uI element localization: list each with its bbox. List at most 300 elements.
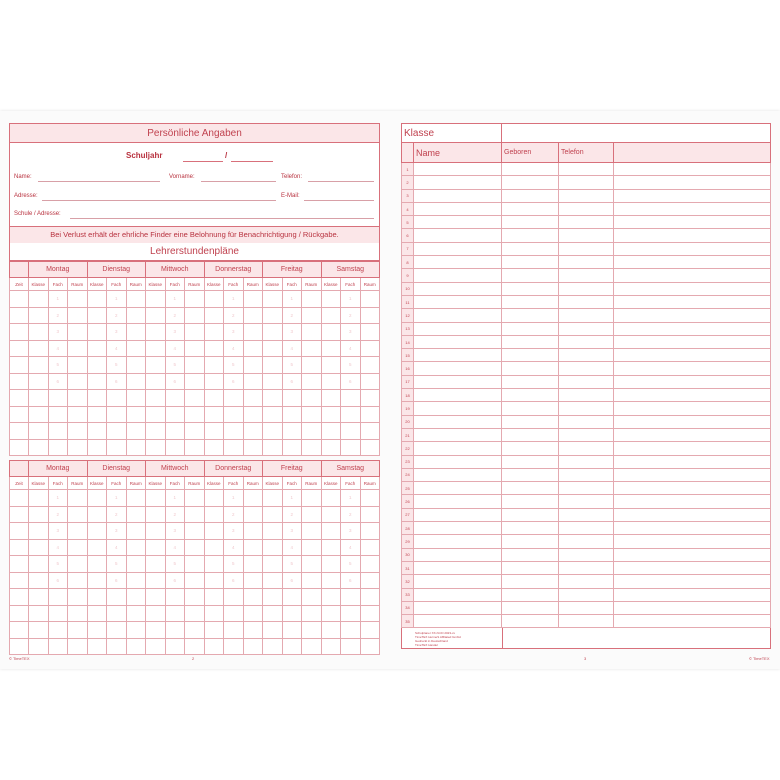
birthdate-cell[interactable] (502, 495, 559, 508)
hour-cell[interactable] (107, 605, 127, 622)
entry-cell[interactable] (68, 390, 88, 407)
hour-cell[interactable]: 2 (48, 307, 68, 324)
entry-cell[interactable] (29, 307, 49, 324)
entry-cell[interactable] (243, 523, 263, 540)
schule-field[interactable] (70, 218, 374, 219)
time-cell[interactable] (10, 589, 29, 606)
birthdate-cell[interactable] (502, 189, 559, 202)
hour-cell[interactable]: 6 (165, 373, 185, 390)
hour-cell[interactable] (341, 605, 361, 622)
notes-cell[interactable] (614, 415, 771, 428)
entry-cell[interactable] (360, 622, 380, 639)
entry-cell[interactable] (68, 324, 88, 341)
entry-cell[interactable] (185, 340, 205, 357)
hour-cell[interactable]: 5 (224, 357, 244, 374)
phone-cell[interactable] (559, 588, 614, 601)
hour-cell[interactable]: 2 (165, 506, 185, 523)
entry-cell[interactable] (263, 539, 283, 556)
phone-cell[interactable] (559, 295, 614, 308)
entry-cell[interactable] (146, 523, 166, 540)
student-name-cell[interactable] (414, 349, 502, 362)
birthdate-cell[interactable] (502, 588, 559, 601)
entry-cell[interactable] (68, 589, 88, 606)
notes-cell[interactable] (614, 455, 771, 468)
hour-cell[interactable] (282, 622, 302, 639)
entry-cell[interactable] (87, 357, 107, 374)
entry-cell[interactable] (29, 291, 49, 308)
entry-cell[interactable] (360, 373, 380, 390)
birthdate-cell[interactable] (502, 256, 559, 269)
notes-cell[interactable] (614, 522, 771, 535)
entry-cell[interactable] (302, 373, 322, 390)
entry-cell[interactable] (263, 490, 283, 507)
student-name-cell[interactable] (414, 455, 502, 468)
entry-cell[interactable] (185, 506, 205, 523)
hour-cell[interactable]: 1 (48, 291, 68, 308)
hour-cell[interactable]: 1 (224, 291, 244, 308)
hour-cell[interactable] (165, 390, 185, 407)
entry-cell[interactable] (146, 589, 166, 606)
time-cell[interactable] (10, 539, 29, 556)
hour-cell[interactable]: 6 (224, 572, 244, 589)
entry-cell[interactable] (29, 490, 49, 507)
time-cell[interactable] (10, 605, 29, 622)
entry-cell[interactable] (263, 406, 283, 423)
entry-cell[interactable] (204, 572, 224, 589)
student-name-cell[interactable] (414, 229, 502, 242)
phone-cell[interactable] (559, 561, 614, 574)
entry-cell[interactable] (146, 638, 166, 655)
student-name-cell[interactable] (414, 335, 502, 348)
entry-cell[interactable] (29, 523, 49, 540)
entry-cell[interactable] (204, 390, 224, 407)
entry-cell[interactable] (263, 589, 283, 606)
phone-cell[interactable] (559, 322, 614, 335)
hour-cell[interactable] (48, 406, 68, 423)
entry-cell[interactable] (126, 539, 146, 556)
phone-cell[interactable] (559, 495, 614, 508)
entry-cell[interactable] (29, 556, 49, 573)
entry-cell[interactable] (126, 406, 146, 423)
entry-cell[interactable] (263, 638, 283, 655)
entry-cell[interactable] (68, 357, 88, 374)
entry-cell[interactable] (263, 622, 283, 639)
hour-cell[interactable] (165, 605, 185, 622)
entry-cell[interactable] (243, 340, 263, 357)
phone-cell[interactable] (559, 468, 614, 481)
entry-cell[interactable] (29, 622, 49, 639)
entry-cell[interactable] (204, 622, 224, 639)
entry-cell[interactable] (146, 406, 166, 423)
student-name-cell[interactable] (414, 601, 502, 614)
phone-cell[interactable] (559, 216, 614, 229)
student-name-cell[interactable] (414, 269, 502, 282)
hour-cell[interactable] (282, 423, 302, 440)
entry-cell[interactable] (263, 373, 283, 390)
student-name-cell[interactable] (414, 535, 502, 548)
entry-cell[interactable] (68, 291, 88, 308)
birthdate-cell[interactable] (502, 575, 559, 588)
entry-cell[interactable] (204, 406, 224, 423)
birthdate-cell[interactable] (502, 468, 559, 481)
entry-cell[interactable] (146, 357, 166, 374)
entry-cell[interactable] (126, 439, 146, 456)
entry-cell[interactable] (87, 556, 107, 573)
entry-cell[interactable] (68, 556, 88, 573)
notes-cell[interactable] (614, 163, 771, 176)
student-name-cell[interactable] (414, 189, 502, 202)
birthdate-cell[interactable] (502, 389, 559, 402)
entry-cell[interactable] (321, 373, 341, 390)
entry-cell[interactable] (68, 439, 88, 456)
notes-cell[interactable] (614, 601, 771, 614)
birthdate-cell[interactable] (502, 242, 559, 255)
hour-cell[interactable] (48, 605, 68, 622)
entry-cell[interactable] (302, 589, 322, 606)
entry-cell[interactable] (29, 638, 49, 655)
entry-cell[interactable] (87, 523, 107, 540)
hour-cell[interactable]: 3 (48, 523, 68, 540)
notes-cell[interactable] (614, 389, 771, 402)
phone-cell[interactable] (559, 189, 614, 202)
entry-cell[interactable] (185, 490, 205, 507)
klasse-field[interactable] (502, 124, 771, 143)
entry-cell[interactable] (68, 622, 88, 639)
hour-cell[interactable] (165, 622, 185, 639)
hour-cell[interactable] (341, 423, 361, 440)
entry-cell[interactable] (263, 523, 283, 540)
notes-cell[interactable] (614, 482, 771, 495)
entry-cell[interactable] (68, 523, 88, 540)
entry-cell[interactable] (204, 357, 224, 374)
student-name-cell[interactable] (414, 522, 502, 535)
entry-cell[interactable] (302, 423, 322, 440)
entry-cell[interactable] (29, 340, 49, 357)
time-cell[interactable] (10, 622, 29, 639)
entry-cell[interactable] (87, 373, 107, 390)
entry-cell[interactable] (87, 390, 107, 407)
birthdate-cell[interactable] (502, 216, 559, 229)
student-name-cell[interactable] (414, 495, 502, 508)
notes-cell[interactable] (614, 269, 771, 282)
hour-cell[interactable] (107, 589, 127, 606)
entry-cell[interactable] (185, 572, 205, 589)
entry-cell[interactable] (302, 406, 322, 423)
student-name-cell[interactable] (414, 482, 502, 495)
hour-cell[interactable] (107, 406, 127, 423)
entry-cell[interactable] (185, 439, 205, 456)
entry-cell[interactable] (204, 539, 224, 556)
phone-cell[interactable] (559, 442, 614, 455)
entry-cell[interactable] (29, 539, 49, 556)
entry-cell[interactable] (243, 406, 263, 423)
hour-cell[interactable] (224, 622, 244, 639)
phone-cell[interactable] (559, 535, 614, 548)
hour-cell[interactable] (48, 589, 68, 606)
entry-cell[interactable] (68, 490, 88, 507)
entry-cell[interactable] (263, 307, 283, 324)
entry-cell[interactable] (68, 373, 88, 390)
schuljahr-end-field[interactable] (231, 161, 273, 162)
time-cell[interactable] (10, 638, 29, 655)
entry-cell[interactable] (360, 406, 380, 423)
student-name-cell[interactable] (414, 508, 502, 521)
entry-cell[interactable] (146, 622, 166, 639)
notes-cell[interactable] (614, 309, 771, 322)
birthdate-cell[interactable] (502, 561, 559, 574)
entry-cell[interactable] (185, 307, 205, 324)
entry-cell[interactable] (204, 589, 224, 606)
entry-cell[interactable] (146, 340, 166, 357)
entry-cell[interactable] (263, 556, 283, 573)
entry-cell[interactable] (146, 605, 166, 622)
time-cell[interactable] (10, 423, 29, 440)
time-cell[interactable] (10, 506, 29, 523)
hour-cell[interactable]: 4 (107, 340, 127, 357)
student-name-cell[interactable] (414, 176, 502, 189)
entry-cell[interactable] (126, 589, 146, 606)
student-name-cell[interactable] (414, 242, 502, 255)
student-name-cell[interactable] (414, 548, 502, 561)
notes-cell[interactable] (614, 282, 771, 295)
entry-cell[interactable] (321, 556, 341, 573)
hour-cell[interactable]: 5 (282, 357, 302, 374)
entry-cell[interactable] (185, 373, 205, 390)
hour-cell[interactable] (48, 439, 68, 456)
notes-cell[interactable] (614, 242, 771, 255)
entry-cell[interactable] (302, 291, 322, 308)
hour-cell[interactable]: 5 (107, 556, 127, 573)
entry-cell[interactable] (87, 490, 107, 507)
name-field[interactable] (38, 181, 160, 182)
entry-cell[interactable] (263, 506, 283, 523)
entry-cell[interactable] (185, 539, 205, 556)
birthdate-cell[interactable] (502, 455, 559, 468)
phone-cell[interactable] (559, 508, 614, 521)
birthdate-cell[interactable] (502, 482, 559, 495)
notes-cell[interactable] (614, 335, 771, 348)
entry-cell[interactable] (68, 340, 88, 357)
entry-cell[interactable] (29, 373, 49, 390)
hour-cell[interactable]: 5 (165, 556, 185, 573)
hour-cell[interactable] (282, 390, 302, 407)
entry-cell[interactable] (321, 340, 341, 357)
entry-cell[interactable] (146, 572, 166, 589)
hour-cell[interactable]: 2 (165, 307, 185, 324)
hour-cell[interactable]: 4 (107, 539, 127, 556)
entry-cell[interactable] (68, 605, 88, 622)
entry-cell[interactable] (185, 406, 205, 423)
hour-cell[interactable]: 1 (107, 291, 127, 308)
hour-cell[interactable] (48, 622, 68, 639)
entry-cell[interactable] (243, 307, 263, 324)
time-cell[interactable] (10, 490, 29, 507)
time-cell[interactable] (10, 291, 29, 308)
entry-cell[interactable] (126, 506, 146, 523)
time-cell[interactable] (10, 556, 29, 573)
notes-cell[interactable] (614, 216, 771, 229)
entry-cell[interactable] (185, 605, 205, 622)
phone-cell[interactable] (559, 256, 614, 269)
entry-cell[interactable] (126, 291, 146, 308)
student-name-cell[interactable] (414, 256, 502, 269)
phone-cell[interactable] (559, 575, 614, 588)
hour-cell[interactable] (224, 589, 244, 606)
hour-cell[interactable] (341, 638, 361, 655)
phone-cell[interactable] (559, 415, 614, 428)
entry-cell[interactable] (185, 291, 205, 308)
hour-cell[interactable] (282, 589, 302, 606)
entry-cell[interactable] (87, 506, 107, 523)
notes-cell[interactable] (614, 468, 771, 481)
hour-cell[interactable] (107, 390, 127, 407)
hour-cell[interactable]: 1 (341, 291, 361, 308)
hour-cell[interactable]: 5 (107, 357, 127, 374)
phone-cell[interactable] (559, 335, 614, 348)
student-name-cell[interactable] (414, 561, 502, 574)
hour-cell[interactable]: 5 (282, 556, 302, 573)
entry-cell[interactable] (360, 638, 380, 655)
entry-cell[interactable] (146, 439, 166, 456)
entry-cell[interactable] (243, 539, 263, 556)
entry-cell[interactable] (185, 423, 205, 440)
hour-cell[interactable]: 3 (224, 324, 244, 341)
entry-cell[interactable] (204, 556, 224, 573)
entry-cell[interactable] (185, 638, 205, 655)
entry-cell[interactable] (360, 291, 380, 308)
entry-cell[interactable] (126, 340, 146, 357)
student-name-cell[interactable] (414, 163, 502, 176)
student-name-cell[interactable] (414, 402, 502, 415)
hour-cell[interactable]: 3 (165, 324, 185, 341)
entry-cell[interactable] (68, 572, 88, 589)
entry-cell[interactable] (360, 340, 380, 357)
hour-cell[interactable]: 6 (341, 373, 361, 390)
hour-cell[interactable] (107, 423, 127, 440)
hour-cell[interactable]: 1 (282, 291, 302, 308)
phone-cell[interactable] (559, 455, 614, 468)
birthdate-cell[interactable] (502, 415, 559, 428)
entry-cell[interactable] (126, 622, 146, 639)
hour-cell[interactable]: 3 (107, 324, 127, 341)
entry-cell[interactable] (87, 324, 107, 341)
birthdate-cell[interactable] (502, 163, 559, 176)
student-name-cell[interactable] (414, 295, 502, 308)
notes-cell[interactable] (614, 442, 771, 455)
student-name-cell[interactable] (414, 282, 502, 295)
hour-cell[interactable]: 2 (224, 307, 244, 324)
entry-cell[interactable] (87, 589, 107, 606)
student-name-cell[interactable] (414, 202, 502, 215)
entry-cell[interactable] (126, 373, 146, 390)
hour-cell[interactable]: 2 (341, 506, 361, 523)
hour-cell[interactable] (165, 423, 185, 440)
entry-cell[interactable] (243, 556, 263, 573)
entry-cell[interactable] (321, 638, 341, 655)
entry-cell[interactable] (87, 622, 107, 639)
hour-cell[interactable]: 5 (48, 556, 68, 573)
hour-cell[interactable]: 3 (282, 324, 302, 341)
entry-cell[interactable] (126, 572, 146, 589)
entry-cell[interactable] (126, 523, 146, 540)
entry-cell[interactable] (263, 340, 283, 357)
entry-cell[interactable] (302, 439, 322, 456)
entry-cell[interactable] (302, 622, 322, 639)
entry-cell[interactable] (204, 605, 224, 622)
entry-cell[interactable] (360, 506, 380, 523)
entry-cell[interactable] (204, 324, 224, 341)
entry-cell[interactable] (126, 390, 146, 407)
student-name-cell[interactable] (414, 309, 502, 322)
entry-cell[interactable] (146, 556, 166, 573)
entry-cell[interactable] (29, 357, 49, 374)
hour-cell[interactable]: 4 (282, 340, 302, 357)
entry-cell[interactable] (243, 622, 263, 639)
entry-cell[interactable] (321, 506, 341, 523)
entry-cell[interactable] (126, 490, 146, 507)
entry-cell[interactable] (321, 423, 341, 440)
hour-cell[interactable] (165, 638, 185, 655)
entry-cell[interactable] (87, 291, 107, 308)
hour-cell[interactable] (282, 439, 302, 456)
entry-cell[interactable] (29, 324, 49, 341)
hour-cell[interactable]: 1 (224, 490, 244, 507)
entry-cell[interactable] (321, 291, 341, 308)
notes-cell[interactable] (614, 189, 771, 202)
entry-cell[interactable] (263, 605, 283, 622)
hour-cell[interactable]: 4 (224, 539, 244, 556)
email-field[interactable] (304, 200, 374, 201)
entry-cell[interactable] (321, 406, 341, 423)
entry-cell[interactable] (68, 638, 88, 655)
hour-cell[interactable] (48, 638, 68, 655)
student-name-cell[interactable] (414, 588, 502, 601)
entry-cell[interactable] (126, 556, 146, 573)
birthdate-cell[interactable] (502, 402, 559, 415)
entry-cell[interactable] (204, 523, 224, 540)
entry-cell[interactable] (321, 439, 341, 456)
birthdate-cell[interactable] (502, 309, 559, 322)
entry-cell[interactable] (302, 539, 322, 556)
entry-cell[interactable] (87, 423, 107, 440)
hour-cell[interactable]: 1 (165, 291, 185, 308)
hour-cell[interactable]: 1 (341, 490, 361, 507)
notes-cell[interactable] (614, 362, 771, 375)
entry-cell[interactable] (321, 539, 341, 556)
hour-cell[interactable]: 3 (341, 324, 361, 341)
entry-cell[interactable] (302, 638, 322, 655)
hour-cell[interactable] (165, 589, 185, 606)
entry-cell[interactable] (243, 638, 263, 655)
entry-cell[interactable] (243, 439, 263, 456)
hour-cell[interactable]: 5 (48, 357, 68, 374)
entry-cell[interactable] (302, 523, 322, 540)
hour-cell[interactable] (48, 390, 68, 407)
birthdate-cell[interactable] (502, 535, 559, 548)
entry-cell[interactable] (29, 589, 49, 606)
entry-cell[interactable] (185, 523, 205, 540)
entry-cell[interactable] (29, 572, 49, 589)
entry-cell[interactable] (146, 506, 166, 523)
birthdate-cell[interactable] (502, 335, 559, 348)
phone-cell[interactable] (559, 601, 614, 614)
entry-cell[interactable] (204, 638, 224, 655)
entry-cell[interactable] (243, 357, 263, 374)
hour-cell[interactable] (341, 406, 361, 423)
hour-cell[interactable]: 1 (48, 490, 68, 507)
entry-cell[interactable] (204, 423, 224, 440)
notes-cell[interactable] (614, 575, 771, 588)
